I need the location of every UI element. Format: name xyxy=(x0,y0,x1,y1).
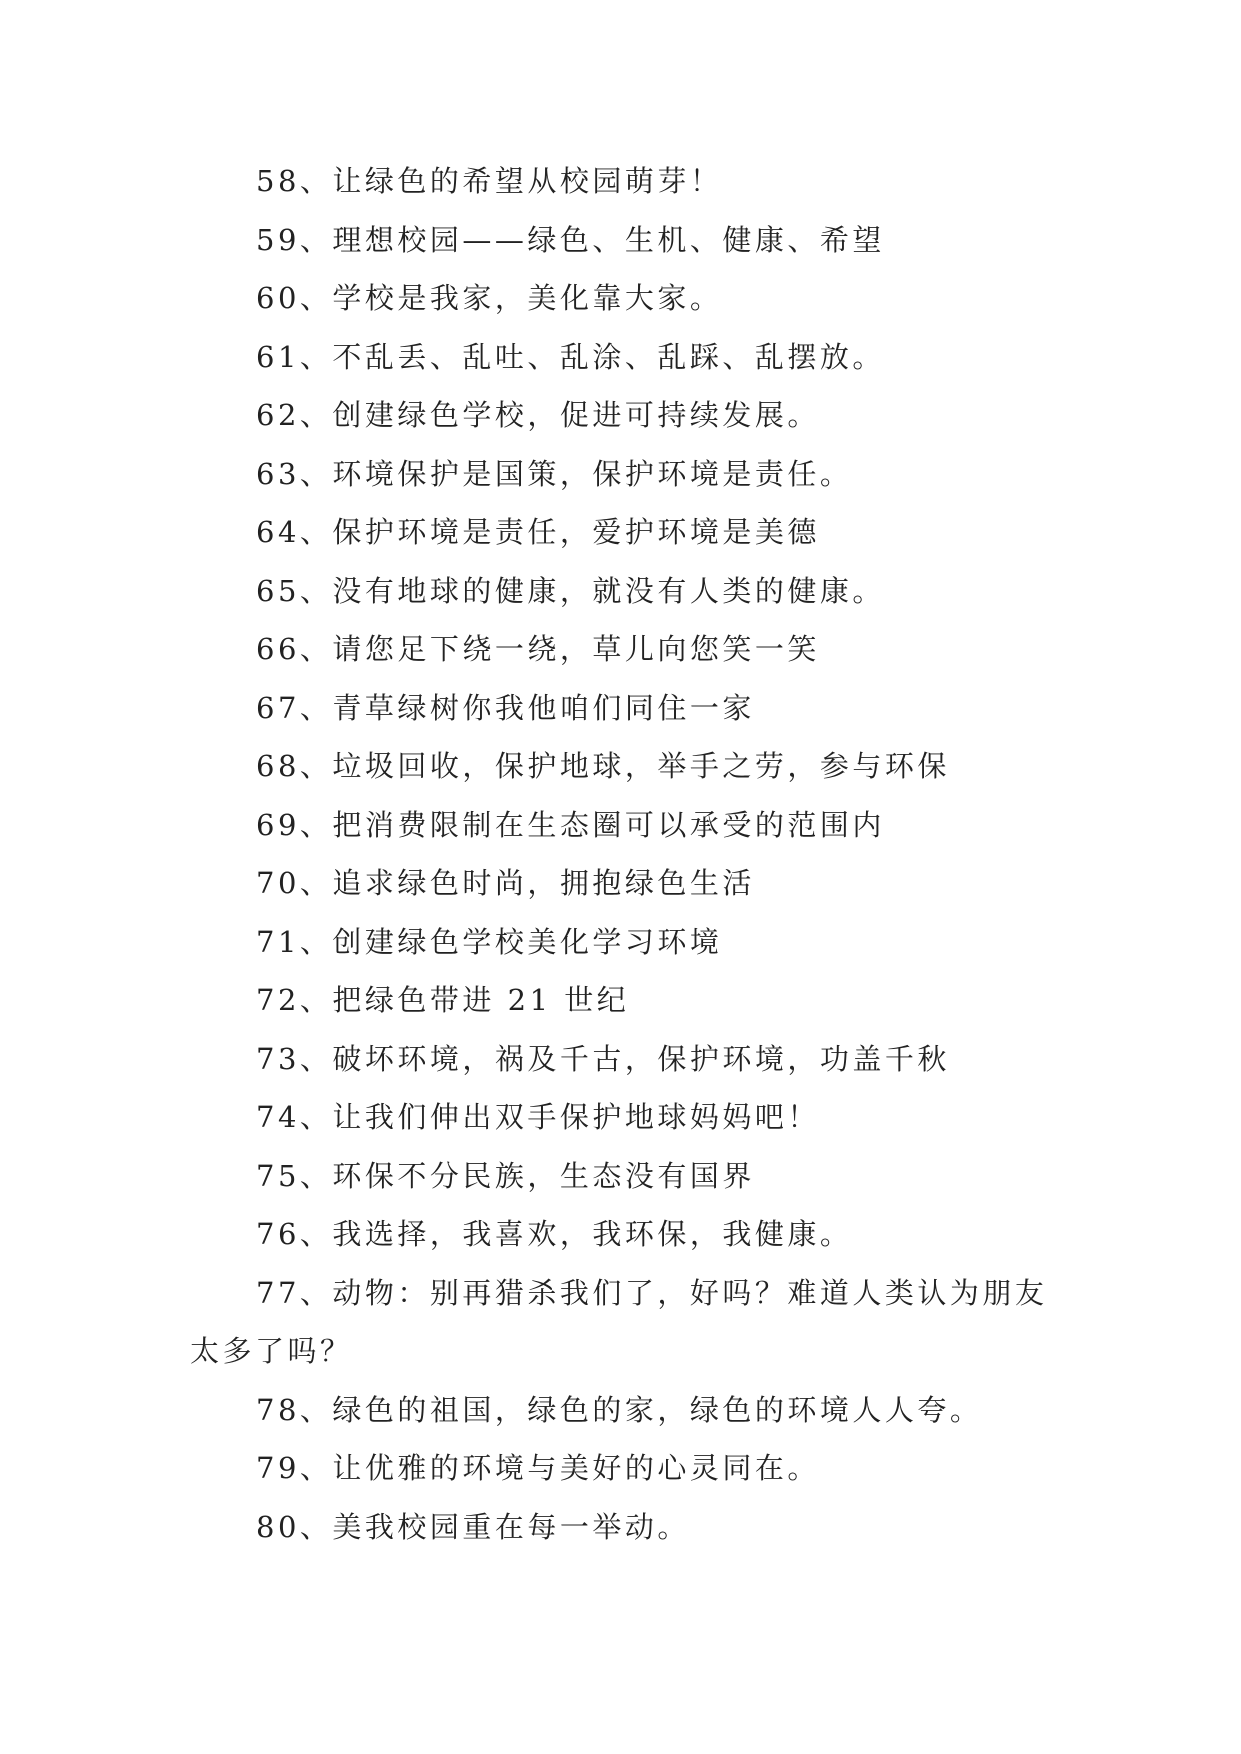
slogan-line: 78、绿色的祖国，绿色的家，绿色的环境人人夸。 xyxy=(256,1392,983,1427)
slogan-line: 68、垃圾回收，保护地球，举手之劳，参与环保 xyxy=(256,749,950,783)
slogan-line: 77、动物：别再猎杀我们了，好吗？难道人类认为朋友太多了吗？ xyxy=(190,1275,1048,1368)
slogan-line: 80、美我校园重在每一举动。 xyxy=(256,1509,690,1544)
slogan-line: 73、破坏环境，祸及千古，保护环境，功盖千秋 xyxy=(256,1041,950,1076)
slogan-line: 66、请您足下绕一绕，草儿向您笑一笑 xyxy=(256,632,820,666)
slogan-line: 64、保护环境是责任，爱护环境是美德 xyxy=(256,515,820,549)
slogan-line: 63、环境保护是国策，保护环境是责任。 xyxy=(256,456,853,491)
slogan-line: 70、追求绿色时尚，拥抱绿色生活 xyxy=(256,866,755,900)
slogan-line: 59、理想校园——绿色、生机、健康、希望 xyxy=(256,222,885,257)
slogan-line: 62、创建绿色学校，促进可持续发展。 xyxy=(256,398,820,432)
slogan-line: 71、创建绿色学校美化学习环境 xyxy=(256,924,723,959)
slogan-line: 76、我选择，我喜欢，我环保，我健康。 xyxy=(256,1217,853,1251)
slogan-line: 61、不乱丢、乱吐、乱涂、乱踩、乱摆放。 xyxy=(256,339,885,374)
slogan-line: 72、把绿色带进 21 世纪 xyxy=(256,983,630,1017)
document-body xyxy=(190,152,1060,1556)
slogan-line: 60、学校是我家，美化靠大家。 xyxy=(256,281,723,315)
slogan-line: 67、青草绿树你我他咱们同住一家 xyxy=(256,690,755,725)
slogan-line: 74、让我们伸出双手保护地球妈妈吧！ xyxy=(256,1100,820,1134)
slogan-line: 79、让优雅的环境与美好的心灵同在。 xyxy=(256,1451,820,1485)
slogan-line: 58、让绿色的希望从校园萌芽！ xyxy=(256,164,723,198)
slogan-line: 65、没有地球的健康，就没有人类的健康。 xyxy=(256,573,885,608)
slogan-line: 75、环保不分民族，生态没有国界 xyxy=(256,1158,755,1193)
slogan-line: 69、把消费限制在生态圈可以承受的范围内 xyxy=(256,807,885,842)
